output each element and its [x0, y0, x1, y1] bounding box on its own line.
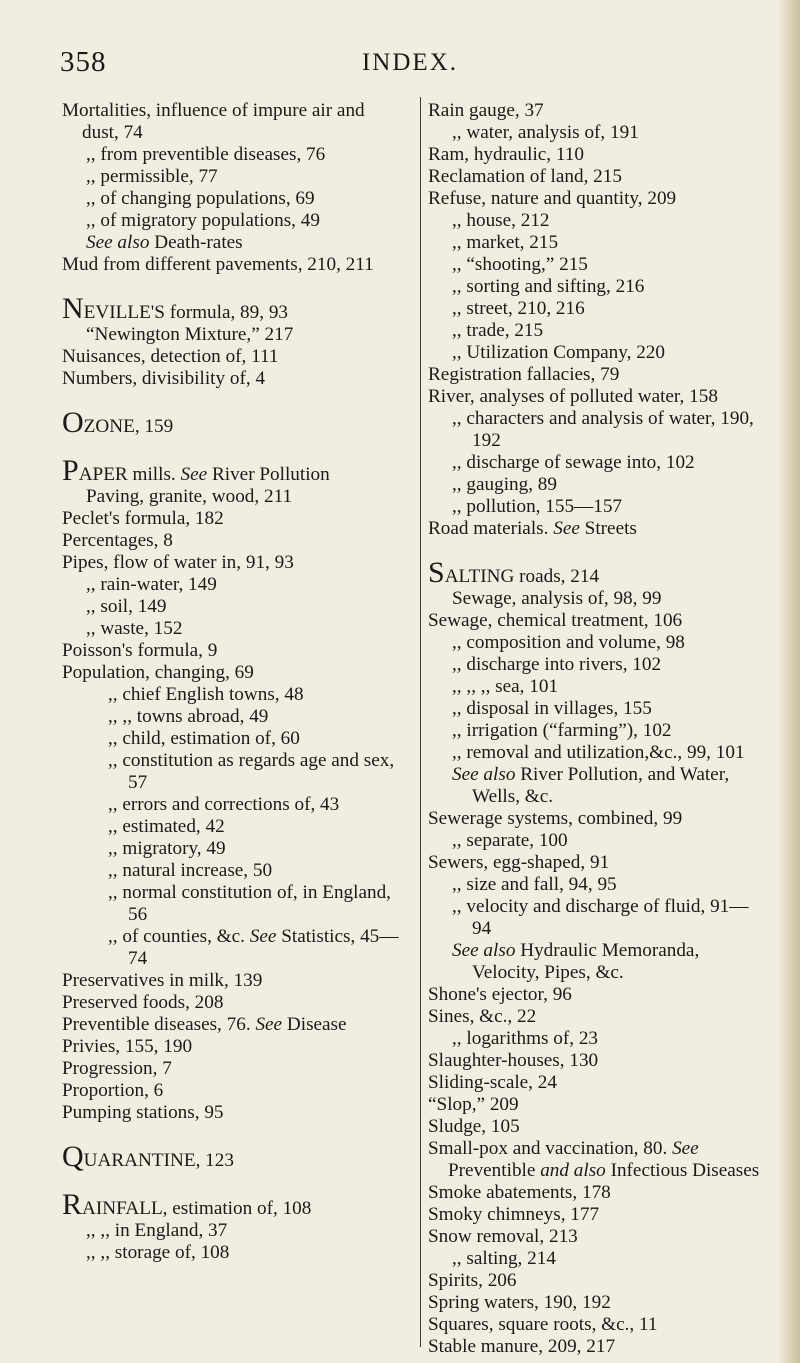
see-reference: See also	[452, 764, 516, 785]
index-entry-text: ,, ,, ,, sea, 101	[452, 676, 559, 697]
index-entry-text: Streets	[579, 518, 637, 539]
index-entry-text: Progression, 7	[62, 1058, 172, 1079]
index-entry	[428, 1138, 764, 1182]
index-entry	[428, 1094, 764, 1116]
see-reference: See also	[86, 232, 150, 253]
index-subentry	[62, 596, 404, 618]
index-entry-text: ,, of migratory populations, 49	[86, 210, 320, 231]
section-spacer	[62, 438, 404, 460]
index-subentry	[428, 474, 764, 496]
index-section-start	[428, 556, 764, 589]
index-entry-text: River, analyses of polluted water, 158	[428, 386, 718, 407]
section-spacer	[428, 540, 764, 562]
index-entry	[428, 166, 764, 188]
index-entry-text: Disease	[282, 1014, 347, 1035]
index-subentry	[428, 698, 764, 720]
section-initial-letter: P	[62, 454, 79, 487]
index-entry-text: Preserved foods, 208	[62, 992, 224, 1013]
index-entry	[62, 530, 404, 552]
index-entry	[428, 1336, 764, 1358]
index-entry-text: Smoky chimneys, 177	[428, 1204, 600, 1225]
index-entry-text: ZONE, 159	[83, 416, 174, 437]
index-subentry	[62, 210, 404, 232]
page-number: 358	[60, 46, 107, 78]
index-entry	[428, 188, 764, 210]
index-subentry	[62, 860, 404, 882]
section-spacer	[62, 1124, 404, 1146]
page-title: INDEX.	[361, 49, 458, 76]
index-entry-text: ,, migratory, 49	[108, 838, 226, 859]
index-subentry	[428, 232, 764, 254]
index-entry	[428, 1270, 764, 1292]
index-entry-text: Pumping stations, 95	[62, 1102, 224, 1123]
index-entry	[62, 100, 404, 144]
section-initial-letter: Q	[62, 1140, 84, 1173]
index-entry-text: ,, trade, 215	[452, 320, 544, 341]
index-subentry	[428, 830, 764, 852]
index-entry-text: ,, characters and analysis of water, 190, 192	[452, 408, 754, 451]
index-section-start	[62, 406, 404, 439]
index-entry-text: ,, of changing populations, 69	[86, 188, 315, 209]
index-subentry	[428, 276, 764, 298]
index-entry-text: Pipes, flow of water in, 91, 93	[62, 552, 294, 573]
index-entry-text: Smoke abatements, 178	[428, 1182, 611, 1203]
index-entry-text: UARANTINE, 123	[83, 1150, 234, 1171]
index-entry-text: Population, changing, 69	[62, 662, 254, 683]
index-entry-text: ,, discharge of sewage into, 102	[452, 452, 695, 473]
index-entry-text: Spring waters, 190, 192	[428, 1292, 611, 1313]
index-entry-text: ,, logarithms of, 23	[452, 1028, 599, 1049]
index-subentry	[428, 342, 764, 364]
index-entry-text: ,, discharge into rivers, 102	[452, 654, 662, 675]
index-subentry	[428, 452, 764, 474]
left-index-column	[62, 100, 404, 1264]
index-subentry	[428, 298, 764, 320]
index-entry-text: ALTING roads, 214	[444, 566, 600, 587]
see-reference: See	[553, 518, 580, 539]
index-subentry	[62, 706, 404, 728]
section-spacer	[62, 390, 404, 412]
index-subentry	[428, 210, 764, 232]
see-also-entry	[428, 940, 764, 984]
index-entry-text: Shone's ejector, 96	[428, 984, 572, 1005]
index-entry-text: Squares, square roots, &c., 11	[428, 1314, 658, 1335]
section-initial-letter: R	[62, 1188, 83, 1221]
index-entry-text: Snow removal, 213	[428, 1226, 578, 1247]
index-entry-text: Sewage, chemical treatment, 106	[428, 610, 683, 631]
index-section-start	[62, 1188, 404, 1221]
index-subentry	[428, 122, 764, 144]
index-entry-text: ,, ,, storage of, 108	[86, 1242, 230, 1263]
index-entry-text: Stable manure, 209, 217	[428, 1336, 616, 1357]
index-subentry	[62, 728, 404, 750]
index-entry-text: AINFALL, estimation of, 108	[82, 1198, 312, 1219]
section-spacer	[62, 1172, 404, 1194]
index-entry-text: Proportion, 6	[62, 1080, 164, 1101]
index-entry-text: Hydraulic Memoranda, Velocity, Pipes, &c.	[472, 940, 700, 983]
page-header	[60, 46, 760, 82]
index-entry	[62, 508, 404, 530]
index-subentry	[62, 1220, 404, 1242]
index-entry-text: Privies, 155, 190	[62, 1036, 193, 1057]
index-entry-text: Sines, &c., 22	[428, 1006, 537, 1027]
index-entry	[428, 100, 764, 122]
index-entry-text: Infectious Diseases	[605, 1160, 760, 1181]
index-entry-text: ,, of counties, &c.	[108, 926, 250, 947]
index-entry-text: Spirits, 206	[428, 1270, 517, 1291]
index-entry-text: Death-rates	[149, 232, 243, 253]
index-subentry	[62, 926, 404, 970]
see-also-entry	[428, 764, 764, 808]
index-entry-text: “Slop,” 209	[428, 1094, 519, 1115]
index-entry-text: Slaughter-houses, 130	[428, 1050, 599, 1071]
index-entry	[428, 1292, 764, 1314]
index-entry-text: ,, from preventible diseases, 76	[86, 144, 326, 165]
index-entry	[428, 364, 764, 386]
see-reference: See	[255, 1014, 283, 1035]
index-entry-text: ,, separate, 100	[452, 830, 568, 851]
index-entry-text: “Newington Mixture,” 217	[86, 324, 294, 345]
index-entry-text: ,, chief English towns, 48	[108, 684, 304, 705]
index-subentry	[62, 486, 404, 508]
index-entry	[62, 992, 404, 1014]
index-entry-text: Mud from different pavements, 210, 211	[62, 254, 374, 275]
see-reference: See	[180, 464, 208, 485]
index-subentry	[428, 654, 764, 676]
index-entry-text: Sewerage systems, combined, 99	[428, 808, 683, 829]
see-reference: See	[672, 1138, 699, 1159]
index-entry-text: ,, gauging, 89	[452, 474, 557, 495]
index-subentry	[428, 676, 764, 698]
index-entry-text: ,, salting, 214	[452, 1248, 556, 1269]
index-entry	[428, 1050, 764, 1072]
index-entry-text: Reclamation of land, 215	[428, 166, 622, 187]
index-entry-text: ,, child, estimation of, 60	[108, 728, 300, 749]
index-entry-text: ,, normal constitution of, in England, 56	[108, 882, 391, 925]
index-entry-text: ,, “shooting,” 215	[452, 254, 588, 275]
index-subentry	[62, 574, 404, 596]
index-subentry	[428, 720, 764, 742]
index-entry	[62, 552, 404, 574]
index-subentry	[62, 816, 404, 838]
index-subentry	[428, 408, 764, 452]
index-entry-text: ,, Utilization Company, 220	[452, 342, 665, 363]
index-entry-text: Sludge, 105	[428, 1116, 520, 1137]
index-entry-text: Preservatives in milk, 139	[62, 970, 263, 991]
index-subentry	[62, 188, 404, 210]
index-entry-text: River Pollution	[207, 464, 330, 485]
index-entry	[62, 368, 404, 390]
index-entry-text: Rain gauge, 37	[428, 100, 544, 121]
index-entry	[62, 640, 404, 662]
index-subentry	[62, 684, 404, 706]
index-entry	[428, 1204, 764, 1226]
section-spacer	[62, 276, 404, 298]
index-entry-text: Preventible diseases, 76.	[62, 1014, 256, 1035]
index-subentry	[428, 632, 764, 654]
index-entry-text: ,, rain-water, 149	[86, 574, 217, 595]
index-entry	[62, 254, 404, 276]
index-entry-text: Nuisances, detection of, 111	[62, 346, 279, 367]
index-entry-text: Statistics, 45—74	[128, 926, 399, 969]
index-subentry	[62, 882, 404, 926]
index-subentry	[62, 144, 404, 166]
index-entry-text: ,, house, 212	[452, 210, 550, 231]
index-entry	[428, 984, 764, 1006]
index-entry	[62, 1036, 404, 1058]
index-entry-text: ,, sorting and sifting, 216	[452, 276, 645, 297]
index-entry-text: ,, irrigation (“farming”), 102	[452, 720, 672, 741]
index-section-start	[62, 292, 404, 325]
index-entry-text: ,, street, 210, 216	[452, 298, 585, 319]
section-initial-letter: O	[62, 406, 84, 439]
index-entry-text: APER mills.	[78, 464, 181, 485]
index-subentry	[428, 1248, 764, 1270]
index-entry-text: Sliding-scale, 24	[428, 1072, 557, 1093]
index-entry-text: Sewage, analysis of, 98, 99	[452, 588, 662, 609]
index-entry	[428, 1006, 764, 1028]
index-entry-text: Numbers, divisibility of, 4	[62, 368, 266, 389]
index-subentry	[62, 1242, 404, 1264]
index-entry-text: ,, size and fall, 94, 95	[452, 874, 617, 895]
index-subentry	[428, 874, 764, 896]
index-entry	[428, 1226, 764, 1248]
index-entry	[428, 386, 764, 408]
index-entry	[62, 1102, 404, 1124]
index-subentry	[428, 588, 764, 610]
index-subentry	[62, 750, 404, 794]
index-entry	[428, 1314, 764, 1336]
index-subentry	[62, 618, 404, 640]
index-entry-text: Sewers, egg-shaped, 91	[428, 852, 610, 873]
index-entry-text: ,, water, analysis of, 191	[452, 122, 639, 143]
index-entry-text: Mortalities, influence of impure air and dust, 74	[62, 100, 365, 143]
index-entry-text: ,, pollution, 155—157	[452, 496, 623, 517]
index-entry-text: Paving, granite, wood, 211	[86, 486, 293, 507]
section-initial-letter: N	[62, 292, 84, 325]
index-entry	[62, 970, 404, 992]
index-entry-text: EVILLE'S formula, 89, 93	[83, 302, 289, 323]
index-entry	[62, 1080, 404, 1102]
index-entry	[62, 1058, 404, 1080]
index-entry	[428, 808, 764, 830]
index-entry-text: ,, natural increase, 50	[108, 860, 273, 881]
index-entry	[428, 1116, 764, 1138]
index-entry	[62, 1014, 404, 1036]
index-entry-text: Preventible	[448, 1160, 541, 1181]
see-reference: See also	[452, 940, 516, 961]
index-entry	[428, 1182, 764, 1204]
index-subentry	[62, 324, 404, 346]
index-section-start	[62, 1140, 404, 1173]
index-subentry	[428, 254, 764, 276]
see-reference: and also	[540, 1160, 606, 1181]
column-divider	[420, 97, 421, 1347]
index-section-start	[62, 454, 404, 487]
index-entry	[428, 144, 764, 166]
index-entry-text: River Pollution, and Water, Wells, &c.	[472, 764, 730, 807]
index-entry-text: Peclet's formula, 182	[62, 508, 224, 529]
index-entry	[428, 610, 764, 632]
right-index-column	[428, 100, 764, 1358]
index-subentry	[428, 496, 764, 518]
index-entry-text: ,, estimated, 42	[108, 816, 225, 837]
index-entry-text: Percentages, 8	[62, 530, 173, 551]
index-entry-text: Road materials.	[428, 518, 554, 539]
index-entry-text: ,, ,, towns abroad, 49	[108, 706, 269, 727]
index-entry	[428, 1072, 764, 1094]
index-entry-text: ,, disposal in villages, 155	[452, 698, 652, 719]
index-entry-text: ,, soil, 149	[86, 596, 167, 617]
index-entry-text: ,, waste, 152	[86, 618, 183, 639]
index-subentry	[428, 742, 764, 764]
index-subentry	[62, 794, 404, 816]
index-subentry	[428, 320, 764, 342]
index-entry	[62, 346, 404, 368]
index-entry-text: ,, permissible, 77	[86, 166, 218, 187]
index-entry-text: ,, errors and corrections of, 43	[108, 794, 340, 815]
index-subentry	[62, 838, 404, 860]
index-entry-text: ,, market, 215	[452, 232, 559, 253]
index-entry	[428, 852, 764, 874]
page-edge-shadow	[778, 0, 800, 1363]
index-subentry	[428, 1028, 764, 1050]
index-entry-text: ,, velocity and discharge of fluid, 91—94	[452, 896, 749, 939]
index-entry-text: Refuse, nature and quantity, 209	[428, 188, 677, 209]
section-initial-letter: S	[428, 556, 445, 589]
index-entry-text: Small-pox and vaccination, 80.	[428, 1138, 673, 1159]
index-entry-text: ,, composition and volume, 98	[452, 632, 685, 653]
see-also-entry	[62, 232, 404, 254]
index-entry-text: ,, ,, in England, 37	[86, 1220, 228, 1241]
index-entry-text: ,, constitution as regards age and sex, 57	[108, 750, 395, 793]
index-entry	[428, 518, 764, 540]
index-subentry	[428, 896, 764, 940]
index-entry-text: Registration fallacies, 79	[428, 364, 620, 385]
see-reference: See	[249, 926, 277, 947]
index-entry-text: Ram, hydraulic, 110	[428, 144, 584, 165]
index-entry	[62, 662, 404, 684]
index-subentry	[62, 166, 404, 188]
index-entry-text: ,, removal and utilization,&c., 99, 101	[452, 742, 745, 763]
index-entry-text: Poisson's formula, 9	[62, 640, 218, 661]
